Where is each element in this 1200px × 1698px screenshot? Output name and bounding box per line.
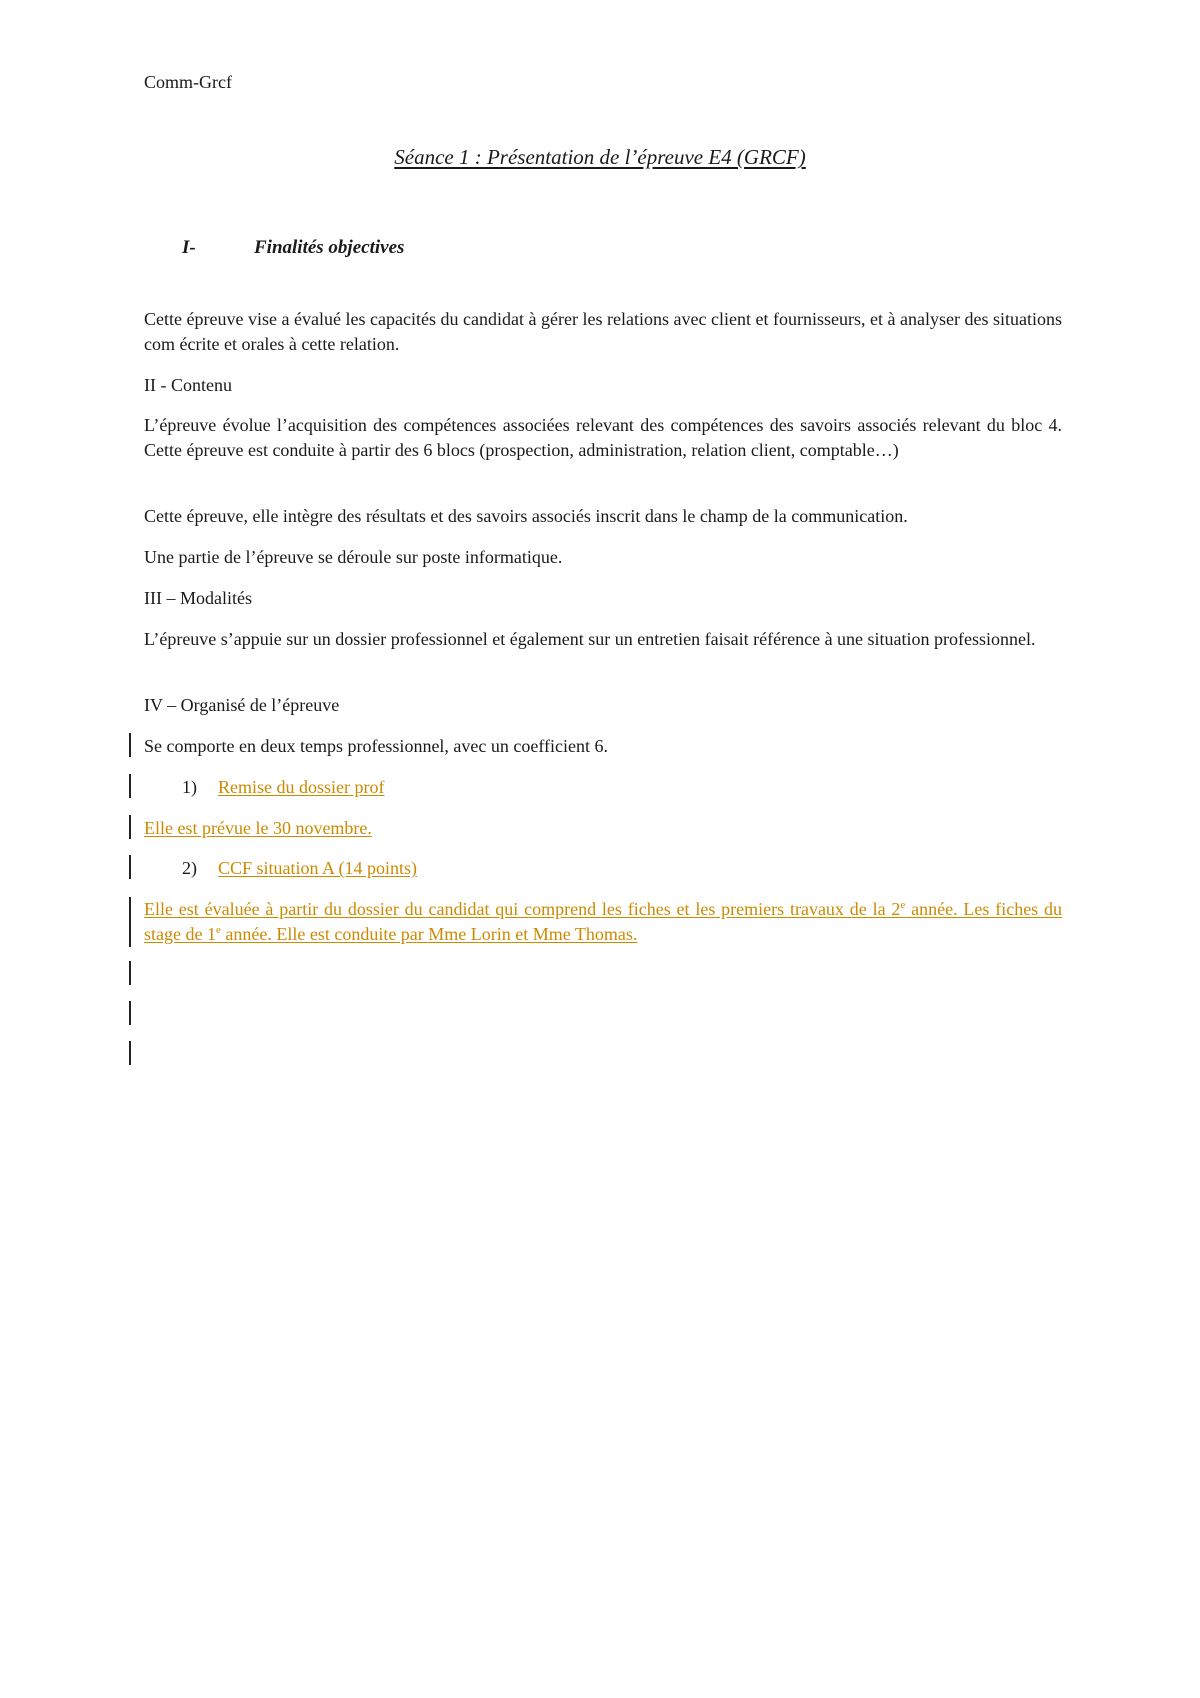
change-bar bbox=[129, 774, 131, 798]
paragraph-poste-informatique: Une partie de l’épreuve se déroule sur poste informatique. bbox=[144, 547, 563, 567]
change-bar bbox=[129, 815, 131, 839]
section-number: I- bbox=[182, 237, 196, 258]
paragraph-objectives: Cette épreuve vise a évalué les capacités du candidat à gérer les relations avec client et fournisseurs, et à analyser des situations com écrite et orales à cette relation. bbox=[144, 309, 1062, 354]
paragraph-integration: Cette épreuve, elle intègre des résultats et des savoirs associés inscrit dans le champ de la communication. bbox=[144, 506, 908, 526]
paragraph-date-remise bbox=[144, 816, 1062, 841]
tracked-text-part: année. Les fiches du stage de 1 bbox=[144, 899, 1063, 944]
tracked-text: Elle est prévue le 30 novembre. bbox=[144, 818, 372, 838]
list-label: Remise du dossier prof bbox=[218, 777, 385, 797]
tracked-text-part: année. Elle est conduite par Mme Lorin et Mme Thomas. bbox=[220, 924, 638, 944]
list-number: 1) bbox=[182, 777, 197, 797]
section-title: Finalités objectives bbox=[254, 237, 405, 258]
heading-organisation: IV – Organisé de l’épreuve bbox=[144, 695, 340, 715]
ordinal-superscript: e bbox=[215, 924, 221, 936]
paragraph-contenu: L’épreuve évolue l’acquisition des compétences associées relevant des compétences des savoirs associés relevant du bloc 4. Cette épreuve est conduite à partir des 6 blocs (prospection, administration, relation client, comptable…) bbox=[144, 415, 1062, 460]
section-heading-finalites bbox=[182, 237, 404, 259]
document-header: Comm-Grcf bbox=[144, 72, 232, 92]
tracked-text bbox=[144, 899, 1062, 944]
change-bar bbox=[129, 1041, 131, 1065]
change-bar bbox=[129, 1001, 131, 1025]
change-bar bbox=[129, 733, 131, 757]
change-bar bbox=[129, 855, 131, 879]
ordinal-superscript: e bbox=[900, 899, 906, 911]
list-label: CCF situation A (14 points) bbox=[218, 858, 418, 878]
paragraph-modalites: L’épreuve s’appuie sur un dossier professionnel et également sur un entretien faisait référence à une situation professionnel. bbox=[144, 629, 1036, 649]
tracked-text-part: Elle est évaluée à partir du dossier du candidat qui comprend les fiches et les premiers travaux de la 2 bbox=[144, 899, 901, 919]
paragraph-evaluation bbox=[144, 897, 1062, 947]
paragraph-coefficient: Se comporte en deux temps professionnel, avec un coefficient 6. bbox=[144, 736, 609, 756]
change-bar bbox=[129, 961, 131, 985]
list-item-remise-dossier bbox=[182, 775, 384, 800]
heading-modalites: III – Modalités bbox=[144, 588, 252, 608]
list-item-ccf-situation bbox=[182, 856, 417, 881]
change-bar bbox=[129, 897, 131, 947]
page-title: Séance 1 : Présentation de l’épreuve E4 (GRCF) bbox=[394, 145, 806, 169]
list-number: 2) bbox=[182, 858, 197, 878]
heading-contenu: II - Contenu bbox=[144, 375, 232, 395]
